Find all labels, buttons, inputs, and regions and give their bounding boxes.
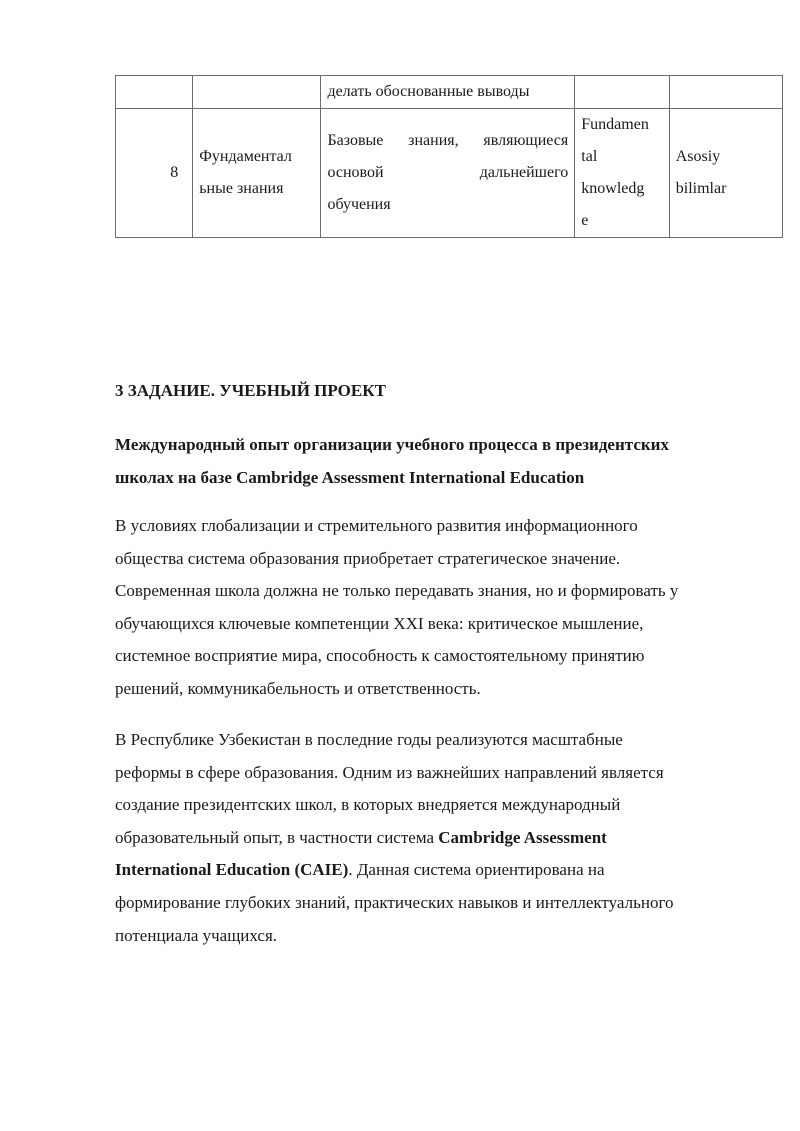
paragraph-line: потенциала учащихся. (115, 925, 278, 945)
paragraph-line (115, 854, 755, 887)
term-line: Фундаментал (199, 148, 292, 165)
table-row (116, 109, 783, 238)
uzbek-line: Asosiy (675, 148, 721, 165)
paragraph-uzbekistan (115, 724, 755, 952)
caie-name-bold: International Education (CAIE) (115, 860, 349, 880)
paragraph-line: Современная школа должна не только передавать знания, но и формировать у (115, 581, 679, 601)
uzbek-line: bilimlar (675, 180, 727, 197)
project-title-line: Международный опыт организации учебного процесса в президентских (115, 435, 669, 454)
table-cell-term (193, 76, 321, 109)
paragraph-line: реформы в сфере образования. Одним из важнейших направлений является (115, 762, 664, 782)
table-cell-uzbek (669, 76, 782, 109)
table-row (116, 76, 783, 109)
table-cell-definition (321, 109, 575, 238)
paragraph-line: системное восприятие мира, способность к самостоятельному принятию (115, 646, 645, 666)
project-title (115, 428, 755, 494)
paragraph-line: обучающихся ключевые компетенции XXI века: критическое мышление, (115, 613, 644, 633)
paragraph-line: В условиях глобализации и стремительного развития информационного (115, 516, 638, 535)
terms-table (115, 75, 783, 238)
paragraph-line (115, 822, 755, 855)
paragraph-line: решений, коммуникабельность и ответственность. (115, 678, 481, 698)
table-cell-english (575, 76, 669, 109)
english-line: tal (581, 148, 598, 165)
table-cell-number (116, 76, 193, 109)
english-line: e (581, 212, 589, 229)
english-line: knowledg (581, 180, 645, 197)
table-cell-number: 8 (116, 109, 193, 238)
paragraph-intro (115, 510, 755, 706)
table-cell-term (193, 109, 321, 238)
table-cell-english (575, 109, 669, 238)
paragraph-text: образовательный опыт, в частности система (115, 827, 439, 847)
definition-line: Базовые знания, являющиеся (327, 132, 569, 149)
table-cell-uzbek (669, 109, 782, 238)
english-line: Fundamen (581, 116, 649, 133)
project-title-line: школах на базе Cambridge Assessment International Education (115, 468, 585, 487)
paragraph-line: формирование глубоких знаний, практических навыков и интеллектуального (115, 892, 674, 912)
definition-line: обучения (327, 196, 391, 213)
table-cell-definition: делать обоснованные выводы (321, 76, 575, 109)
term-line: ьные знания (199, 180, 284, 197)
paragraph-text: . Данная система ориентирована на (348, 860, 605, 880)
definition-line: основой дальнейшего (327, 164, 569, 181)
section-heading: 3 ЗАДАНИЕ. УЧЕБНЫЙ ПРОЕКТ (115, 381, 386, 400)
paragraph-line: создание президентских школ, в которых внедряется международный (115, 795, 621, 815)
paragraph-line: В Республике Узбекистан в последние годы реализуются масштабные (115, 730, 623, 749)
caie-name-bold: Cambridge Assessment (438, 827, 607, 847)
paragraph-line: общества система образования приобретает стратегическое значение. (115, 548, 621, 568)
